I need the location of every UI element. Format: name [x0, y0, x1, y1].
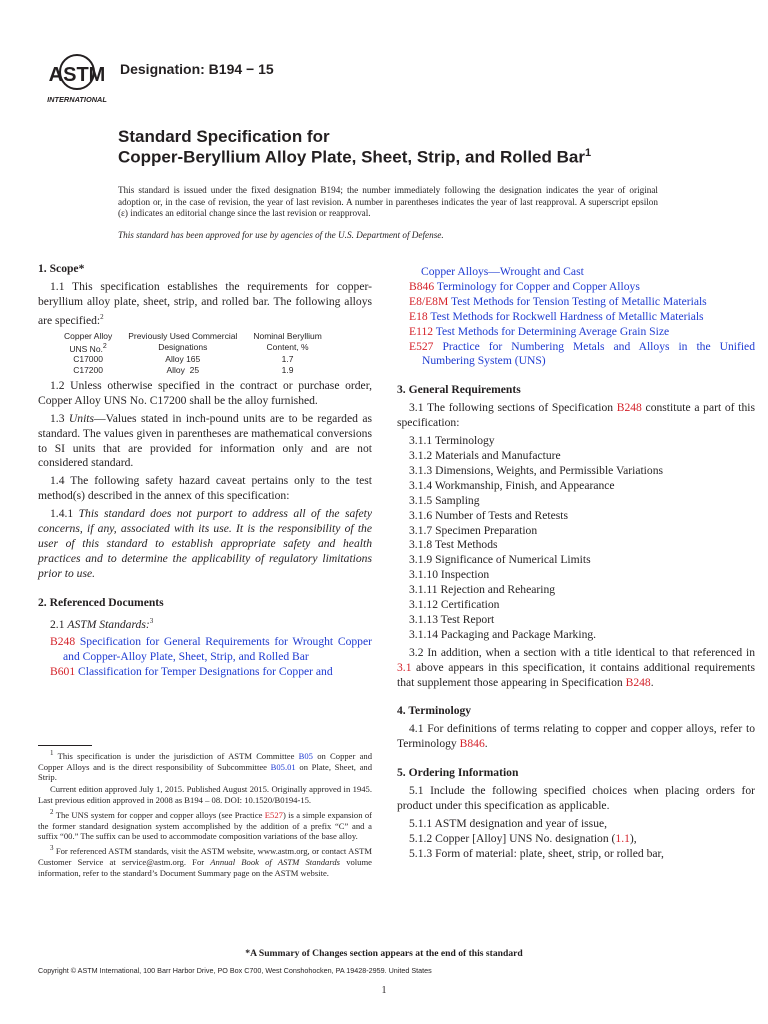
list-item: 3.1.13 Test Report — [409, 612, 495, 626]
reference-item-b248 — [38, 635, 372, 665]
para-5-1: 5.1 Include the following specified choices when placing orders for product under this specification as applicable. — [397, 784, 755, 812]
para-4-1: 4.1 For definitions of terms relating to copper and copper alloys, refer to Terminology B846. — [397, 722, 755, 751]
link-e112[interactable]: E112 — [409, 324, 434, 338]
list-item: 3.1.11 Rejection and Rehearing — [409, 583, 556, 597]
ordering-list — [397, 817, 755, 862]
list-item: 3.1.6 Number of Tests and Retests — [409, 508, 569, 522]
link-section-3-1[interactable]: 3.1 — [397, 660, 412, 674]
astm-logo — [40, 50, 114, 106]
link-e18[interactable]: E18 — [409, 309, 428, 323]
link-b846-title[interactable]: Terminology for Copper and Copper Alloys — [436, 279, 640, 293]
ordering-information-heading: 5. Ordering Information — [397, 766, 519, 780]
para-1-4: 1.4 The following safety hazard caveat pertains only to the test method(s) described in the annex of this specification: — [38, 474, 372, 503]
link-e527[interactable]: E527 — [409, 339, 434, 353]
link-b05[interactable]: B05 — [298, 750, 313, 761]
link-b248-inline[interactable]: B248 — [616, 401, 642, 415]
reference-item-e8 — [397, 295, 755, 310]
general-requirements-heading: 3. General Requirements — [397, 383, 521, 397]
referenced-documents-heading: 2. Referenced Documents — [38, 595, 164, 609]
footnote-2: $^2$ The UNS system for copper and copper alloys (see Practice E527) is a simple expansion of the former standard designation system accomplished by the addition of a prefix “C” and a suffix “00.” The suffix can be used to accommodate composition variations of the base alloy. — [38, 807, 372, 842]
link-b248[interactable]: B248 — [50, 635, 76, 649]
table-cell: C17000 — [73, 354, 103, 365]
summary-note: *A Summary of Changes section appears at the end of this standard — [245, 948, 523, 959]
list-item: 3.1.9 Significance of Numerical Limits — [409, 553, 591, 567]
link-e527-footnote[interactable]: E527 — [264, 809, 283, 820]
alloy-table — [56, 331, 330, 374]
list-item: 3.1.5 Sampling — [409, 493, 480, 507]
table-cell: 1.9 — [281, 364, 294, 375]
title-footnote-marker: 1 — [584, 147, 592, 159]
para-1-1 — [38, 280, 372, 329]
link-b05-01[interactable]: B05.01 — [270, 761, 296, 772]
approval-note: This standard has been approved for use by agencies of the U.S. Department of Defense. — [118, 230, 444, 240]
list-item: 3.1.4 Workmanship, Finish, and Appearance — [409, 478, 615, 492]
list-item: 3.1.14 Packaging and Package Marking. — [409, 627, 597, 641]
footnote-1-edition: Current edition approved July 1, 2015. Published August 2015. Originally approved in 1945. Last previous edition approved in 2008 as B194 – 08. DOI: 10.1520/B0194-15. — [38, 784, 372, 806]
left-column — [38, 262, 372, 680]
intro-paragraph: This standard is issued under the fixed designation B194; the number immediately following the designation indicates the year of original adoption or, in the case of revision, the year of last revision. A number in parentheses indicates the year of last reapproval. A superscript epsilon (ε) indicates an editorial change since the last revision or reapproval. — [118, 185, 658, 219]
list-item: 3.1.2 Materials and Manufacture — [409, 448, 561, 462]
list-item: 3.1.10 Inspection — [409, 568, 490, 582]
footnote-marker-3: 3 — [149, 616, 154, 625]
footnote-marker-2: 2 — [100, 312, 104, 321]
link-b248-spec[interactable]: B248 — [625, 675, 651, 689]
reference-item-b601 — [38, 665, 372, 680]
footnote-3: $^3$ For referenced ASTM standards, visit the ASTM website, www.astm.org, or contact ASTM Customer Service at service@astm.org. For Annual Book of ASTM Standards volume information, refer to the standard’s Document Summary page on the ASTM website. — [38, 844, 372, 878]
reference-item-b846 — [397, 280, 755, 295]
table-row — [56, 365, 330, 375]
list-item: 5.1.1 ASTM designation and year of issue, — [409, 816, 608, 830]
title-text: Copper-Beryllium Alloy Plate, Sheet, Strip, and Rolled Bar — [118, 147, 585, 167]
logo-text: ASTM — [48, 64, 106, 86]
safety-caveat: This standard does not purport to address all of the safety concerns, if any, associated with its use. It is the responsibility of the user of this standard to establish appropriate safety and health practices and to determine the applicability of regulatory limitations prior to use. — [38, 507, 372, 580]
table-cell: Alloy 25 — [166, 364, 200, 375]
link-b846-inline[interactable]: B846 — [459, 737, 485, 751]
table-header-row — [56, 331, 330, 354]
reference-item-e527 — [397, 340, 755, 370]
link-section-1-1[interactable]: 1.1 — [615, 831, 630, 845]
table-header-cell: Previously Used Commercial Designations — [128, 331, 238, 352]
designation: Designation: B194 − 15 — [120, 61, 274, 77]
link-e8-e8m[interactable]: E8/E8M — [409, 294, 449, 308]
page-number: 1 — [381, 985, 387, 996]
b601-title-continued[interactable]: Copper Alloys—Wrought and Cast — [421, 265, 584, 278]
list-item: 3.1.8 Test Methods — [409, 538, 498, 552]
list-item: 3.1.12 Certification — [409, 598, 500, 612]
link-b846[interactable]: B846 — [409, 279, 435, 293]
requirements-list — [397, 434, 755, 643]
copyright: Copyright © ASTM International, 100 Barr Harbor Drive, PO Box C700, West Conshohocken, PA 19428-2959. United States — [38, 966, 432, 975]
table-cell: C17200 — [73, 364, 103, 375]
table-header-cell: Nominal Beryllium Content, % — [253, 331, 322, 352]
para-1-4-1: 1.4.1 This standard does not purport to address all of the safety concerns, if any, associated with its use. It is the responsibility of the user of this standard to establish appropriate safety and health practices and to determine the applicability of regulatory limitations prior to use. — [38, 507, 372, 580]
list-item: 5.1.2 Copper [Alloy] UNS No. designation (1.1), — [409, 831, 637, 845]
terminology-heading: 4. Terminology — [397, 704, 472, 718]
list-item: 3.1.7 Specimen Preparation — [409, 523, 538, 537]
footnote-rule — [38, 745, 92, 746]
list-item: 3.1.1 Terminology — [409, 434, 495, 448]
link-e18-title[interactable]: Test Methods for Rockwell Hardness of Metallic Materials — [430, 309, 704, 323]
scope-heading: 1. Scope* — [38, 262, 85, 275]
table-cell: Alloy 165 — [165, 354, 201, 365]
units-term: Units — [68, 411, 95, 425]
reference-continuation-b601 — [397, 265, 755, 280]
footnotes — [38, 748, 372, 879]
table-row — [56, 354, 330, 364]
link-e112-title[interactable]: Test Methods for Determining Average Grain Size — [435, 324, 670, 338]
link-e8-e8m-title[interactable]: Test Methods for Tension Testing of Metallic Materials — [451, 294, 707, 308]
right-column — [397, 265, 755, 862]
para-1-2: 1.2 Unless otherwise specified in the contract or purchase order, Copper Alloy UNS No. C17200 shall be the alloy furnished. — [38, 378, 372, 407]
para-2-1: 2.1 ASTM Standards:$^3$ — [50, 616, 154, 631]
para-1-3: 1.3 Units—Values stated in inch-pound units are to be regarded as standard. The values given in parentheses are mathematical conversions to SI units that are provided for information only and are not considered standard. — [38, 411, 372, 470]
title-line-1: Standard Specification for — [118, 127, 330, 146]
para-3-1: 3.1 The following sections of Specification B248 constitute a part of this specification: — [397, 401, 755, 430]
table-cell: 1.7 — [281, 354, 294, 365]
table-header-cell: Copper Alloy UNS No.$^2$ — [64, 331, 113, 354]
footnote-1: $^1$ This specification is under the jurisdiction of ASTM Committee B05 on Copper and Copper Alloys and is the direct responsibility of Subcommittee B05.01 on Plate, Sheet, and Strip. — [38, 749, 373, 783]
para-3-2: 3.2 In addition, when a section with a title identical to that referenced in 3.1 above appears in this specification, it contains additional requirements that supplement those appearing in Specification B248. — [397, 645, 755, 689]
list-item: 5.1.3 Form of material: plate, sheet, strip, or rolled bar, — [409, 846, 664, 860]
title-line-2 — [118, 147, 591, 168]
para-1-1-text: 1.1 This specification establishes the requirements for copper-beryllium alloy plate, sheet, strip, and rolled bar. The following alloys are specified: — [38, 279, 372, 327]
logo-subtext: INTERNATIONAL — [47, 95, 107, 104]
link-e527-title[interactable]: Practice for Numbering Metals and Alloys in the Unified Numbering System (UNS) — [422, 339, 755, 368]
link-b601-title[interactable]: Classification for Temper Designations for Copper and — [78, 665, 333, 679]
reference-item-e112 — [397, 325, 755, 340]
reference-item-e18 — [397, 310, 755, 325]
link-b601[interactable]: B601 — [50, 665, 76, 679]
list-item: 3.1.3 Dimensions, Weights, and Permissible Variations — [409, 463, 664, 477]
link-b248-title[interactable]: Specification for General Requirements for Wrought Copper and Copper-Alloy Plate, Sheet, Strip, and Rolled Bar — [63, 635, 372, 664]
